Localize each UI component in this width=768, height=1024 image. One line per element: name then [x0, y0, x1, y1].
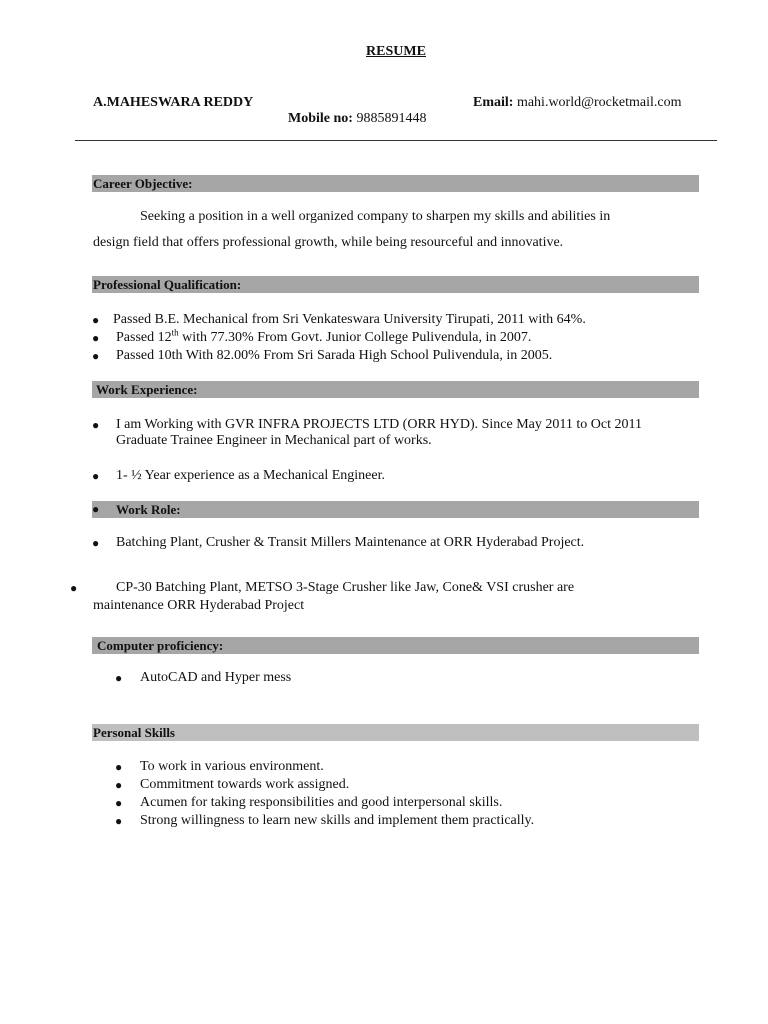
bullet-icon: ● — [70, 581, 78, 595]
bullet-icon: ● — [92, 349, 100, 363]
personal-skill-item: Commitment towards work assigned. — [140, 777, 350, 792]
computer-proficiency-item-1: AutoCAD and Hyper mess — [140, 670, 292, 685]
career-objective-heading: Career Objective: — [92, 175, 699, 192]
computer-proficiency-heading: Computer proficiency: — [92, 637, 699, 654]
bullet-icon: ● — [92, 502, 100, 516]
experience-item-1-line-2: Graduate Trainee Engineer in Mechanical part of works. — [116, 433, 432, 448]
email-value: mahi.world@rocketmail.com — [516, 95, 682, 110]
qualification-item-2 — [116, 327, 532, 346]
bullet-icon: ● — [115, 671, 123, 685]
bullet-icon: ● — [92, 313, 100, 327]
personal-skill-item: To work in various environment. — [140, 759, 324, 774]
mobile-value: 9885891448 — [356, 111, 427, 126]
work-role-heading — [92, 501, 699, 518]
mobile-line — [288, 111, 426, 127]
mobile-label: Mobile no: — [288, 111, 353, 126]
bullet-icon: ● — [115, 814, 123, 828]
experience-item-2: 1- ½ Year experience as a Mechanical Engineer. — [116, 468, 385, 483]
work-role-item-2-line-2: maintenance ORR Hyderabad Project — [93, 598, 305, 613]
bullet-icon: ● — [115, 796, 123, 810]
header-divider — [75, 140, 717, 141]
personal-skills-heading: Personal Skills — [92, 724, 699, 741]
bullet-icon: ● — [115, 760, 123, 774]
bullet-icon: ● — [92, 536, 100, 550]
bullet-icon: ● — [92, 418, 100, 432]
qualification-item-2-post: with 77.30% From Govt. Junior College Pulivendula, in 2007. — [178, 330, 532, 345]
bullet-icon: ● — [92, 331, 100, 345]
resume-title: RESUME — [366, 44, 426, 59]
experience-item-1-line-1: I am Working with GVR INFRA PROJECTS LTD (ORR HYD). Since May 2011 to Oct 2011 — [116, 417, 642, 432]
qualification-item-1: Passed B.E. Mechanical from Sri Venkateswara University Tirupati, 2011 with 64%. — [113, 312, 586, 327]
qualification-heading: Professional Qualification: — [92, 276, 699, 293]
email-label: Email: — [473, 95, 514, 110]
career-objective-line-2: design field that offers professional growth, while being resourceful and innovative. — [93, 235, 564, 250]
bullet-icon: ● — [92, 469, 100, 483]
work-role-heading-label: Work Role: — [116, 502, 181, 517]
work-role-item-2-line-1: CP-30 Batching Plant, METSO 3-Stage Crusher like Jaw, Cone& VSI crusher are — [116, 580, 575, 595]
email-line — [473, 95, 681, 111]
bullet-icon: ● — [115, 778, 123, 792]
qualification-item-2-sup: th — [171, 327, 179, 338]
experience-heading: Work Experience: — [92, 381, 699, 398]
candidate-name: A.MAHESWARA REDDY — [93, 95, 254, 110]
qualification-item-2-pre: Passed 12 — [116, 330, 172, 345]
personal-skill-item: Strong willingness to learn new skills and implement them practically. — [140, 813, 535, 828]
personal-skill-item: Acumen for taking responsibilities and good interpersonal skills. — [140, 795, 503, 810]
career-objective-line-1: Seeking a position in a well organized company to sharpen my skills and abilities in — [140, 209, 611, 224]
work-role-item-1: Batching Plant, Crusher & Transit Millers Maintenance at ORR Hyderabad Project. — [116, 535, 585, 550]
qualification-item-3: Passed 10th With 82.00% From Sri Sarada High School Pulivendula, in 2005. — [116, 348, 553, 363]
